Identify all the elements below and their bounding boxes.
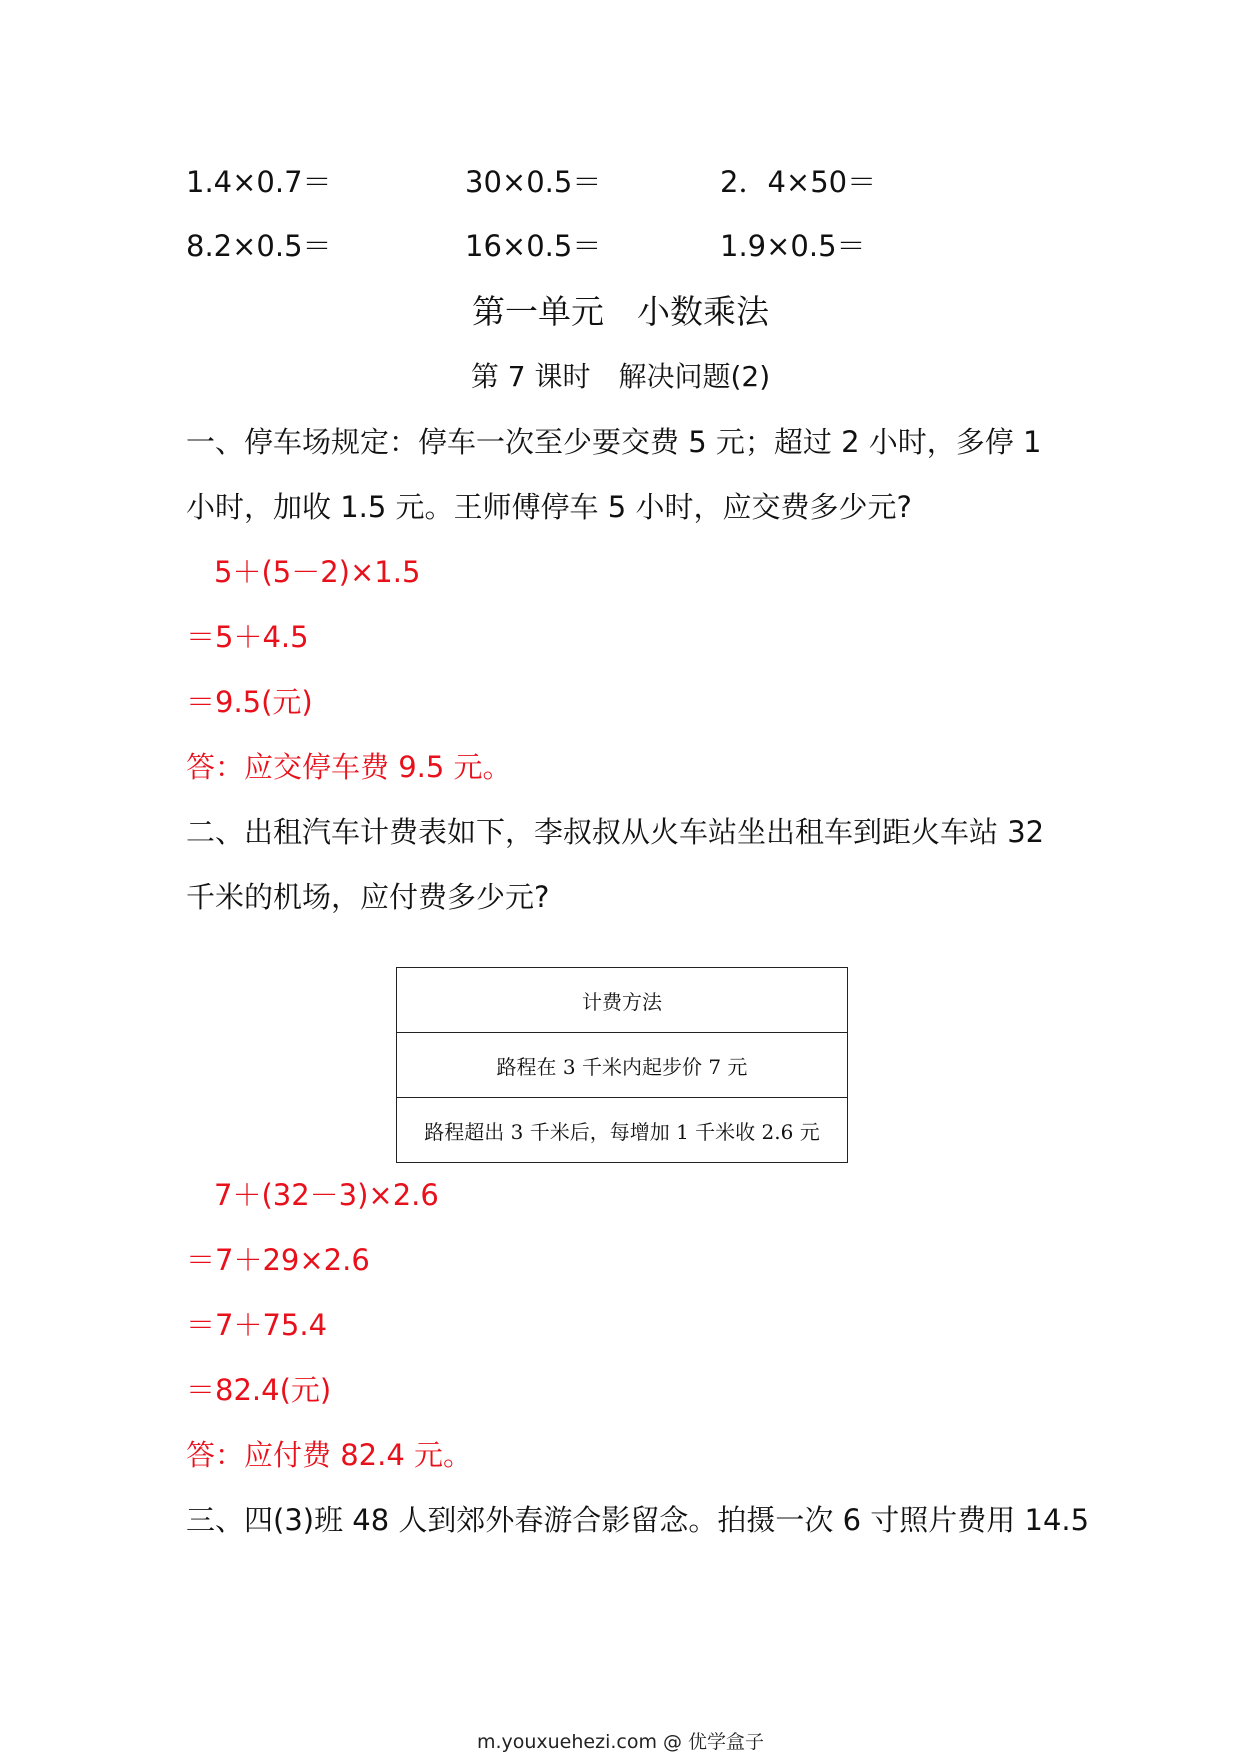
q2-line2: 千米的机场，应付费多少元? [186,880,550,914]
q1-step-1: 5＋(5－2)×1.5 [214,555,421,589]
fee-table-row-extra: 路程超出 3 千米后，每增加 1 千米收 2.6 元 [397,1098,848,1163]
calc-1-3: 2．4×50＝ [720,165,877,199]
fee-table [396,967,848,1163]
footer-watermark: m.youxuehezi.com @ 优学盒子 [476,1731,765,1753]
fee-table-header: 计费方法 [397,968,848,1033]
q2-step-1: 7＋(32－3)×2.6 [214,1178,439,1212]
q1-line2: 小时，加收 1.5 元。王师傅停车 5 小时，应交费多少元? [186,490,912,524]
calc-2-1: 8.2×0.5＝ [186,229,332,263]
q1-step-3: ＝9.5(元) [186,685,313,719]
calc-2-2: 16×0.5＝ [465,229,602,263]
calc-1-2: 30×0.5＝ [465,165,602,199]
unit-title: 第一单元 小数乘法 [472,292,769,331]
q1-answer: 答：应交停车费 9.5 元。 [186,750,512,784]
q3-line1: 三、四(3)班 48 人到郊外春游合影留念。拍摄一次 6 寸照片费用 14.5 [186,1503,1090,1537]
q1-step-2: ＝5＋4.5 [186,620,309,654]
fee-table-row-start: 路程在 3 千米内起步价 7 元 [397,1033,848,1098]
calc-2-3: 1.9×0.5＝ [720,229,866,263]
q2-answer: 答：应付费 82.4 元。 [186,1438,473,1472]
lesson-title: 第 7 课时 解决问题(2) [470,360,771,393]
q2-step-2: ＝7＋29×2.6 [186,1243,370,1277]
q2-step-4: ＝82.4(元) [186,1373,332,1407]
calc-1-1: 1.4×0.7＝ [186,165,332,199]
q2-step-3: ＝7＋75.4 [186,1308,328,1342]
q1-line1: 一、停车场规定：停车一次至少要交费 5 元；超过 2 小时，多停 1 [186,425,1042,459]
q2-line1: 二、出租汽车计费表如下，李叔叔从火车站坐出租车到距火车站 32 [186,815,1045,849]
